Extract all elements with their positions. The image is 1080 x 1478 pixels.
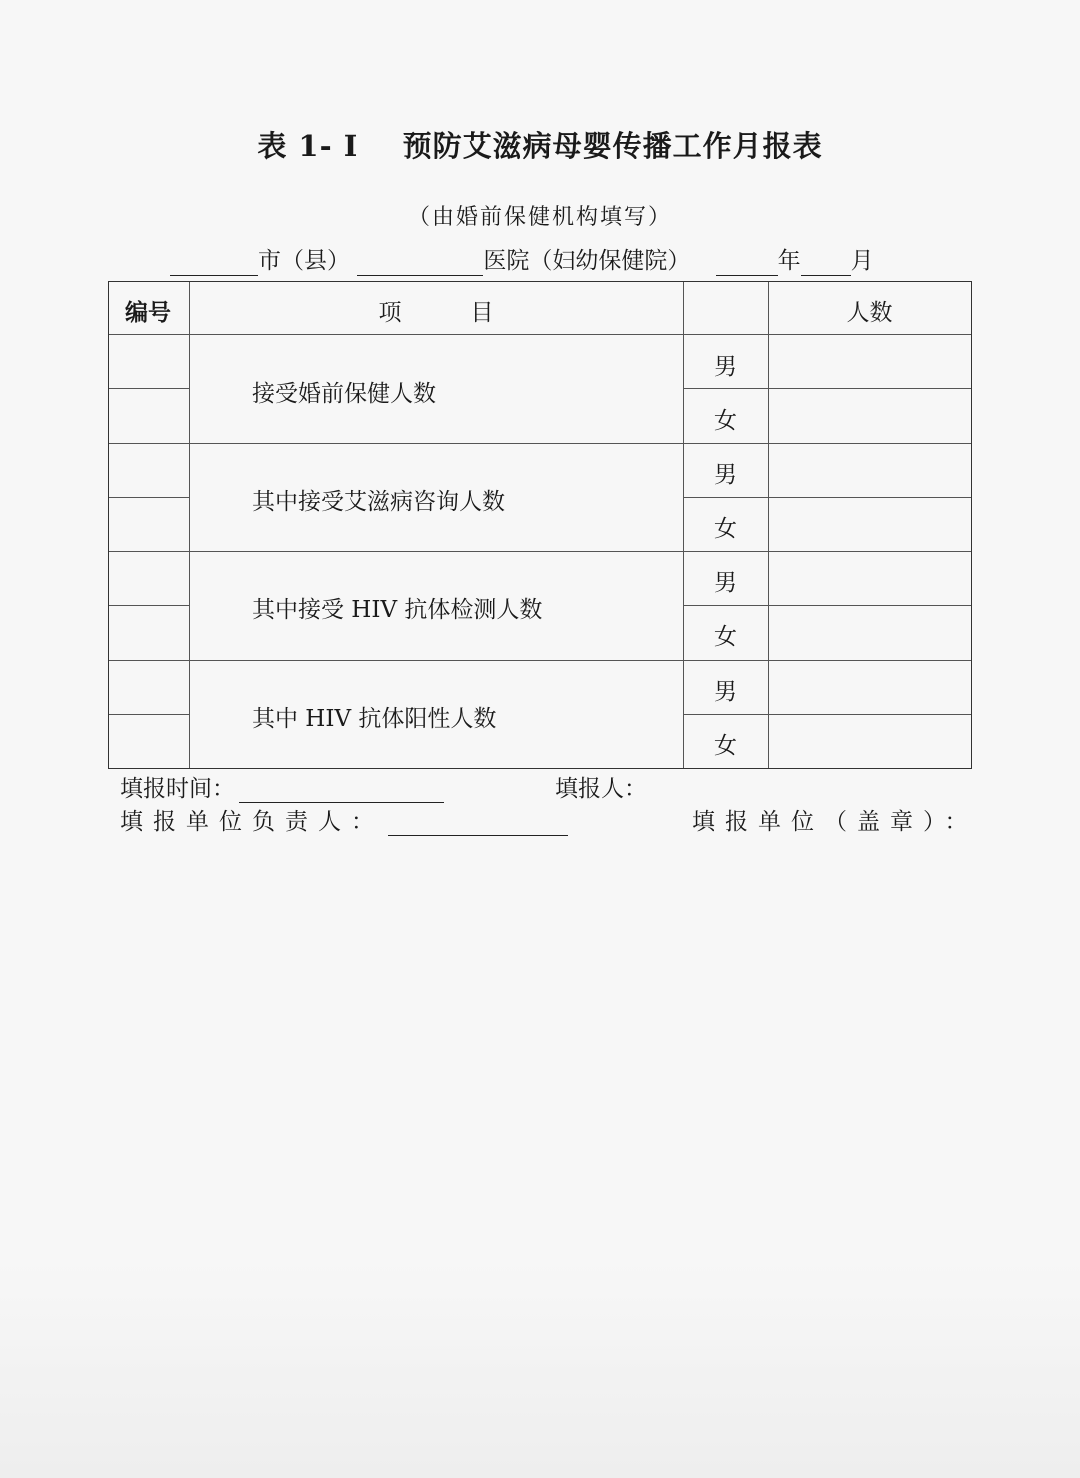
row-sex-female: 女 <box>714 408 737 434</box>
row-sex-male: 男 <box>714 679 737 705</box>
col-header-number: 编号 <box>125 299 171 326</box>
reporter-field <box>555 770 647 803</box>
unit-head-field <box>120 803 568 836</box>
row-item-label: 其中接受艾滋病咨询人数 <box>252 489 505 515</box>
page-subtitle: （由婚前保健机构填写） <box>407 205 672 230</box>
unit-head-label: 填报单位负责人： <box>120 809 384 835</box>
city-blank[interactable] <box>170 253 258 276</box>
month-label: 月 <box>850 248 874 274</box>
year-label: 年 <box>777 248 801 274</box>
city-label: 市（县） <box>258 248 350 274</box>
report-time-blank[interactable] <box>239 780 444 803</box>
row-item-label: 其中 HIV 抗体阳性人数 <box>252 706 497 732</box>
row-divider <box>109 551 971 552</box>
unit-seal-label: 填报单位（盖章）： <box>692 809 978 835</box>
row-divider <box>683 605 971 606</box>
row-sex-female: 女 <box>714 516 737 542</box>
report-time-label: 填报时间： <box>120 776 235 802</box>
month-blank[interactable] <box>801 253 851 276</box>
row-divider <box>109 443 971 444</box>
row-divider <box>109 388 189 389</box>
row-divider <box>109 605 189 606</box>
row-sex-female: 女 <box>714 733 737 759</box>
row-divider <box>109 334 971 335</box>
hospital-label: 医院（妇幼保健院） <box>483 248 691 274</box>
col-divider <box>768 282 769 768</box>
row-divider <box>683 714 971 715</box>
row-item-label: 接受婚前保健人数 <box>252 381 436 407</box>
unit-seal-field <box>692 803 978 836</box>
row-divider <box>109 497 189 498</box>
unit-head-blank[interactable] <box>388 813 568 836</box>
report-table <box>108 281 972 769</box>
col-header-item: 项 目 <box>378 300 494 326</box>
row-divider <box>683 497 971 498</box>
row-divider <box>109 660 971 661</box>
row-divider <box>109 714 189 715</box>
reporter-label: 填报人： <box>555 776 647 802</box>
page-title: 表 1- Ⅰ 预防艾滋病母婴传播工作月报表 <box>257 129 823 163</box>
row-sex-female: 女 <box>714 624 737 650</box>
col-divider <box>189 282 190 768</box>
report-header-line <box>170 246 874 276</box>
hospital-blank[interactable] <box>357 253 483 276</box>
row-divider <box>683 388 971 389</box>
row-sex-male: 男 <box>714 462 737 488</box>
row-sex-male: 男 <box>714 570 737 596</box>
report-time-field <box>120 770 444 803</box>
col-header-count: 人数 <box>846 300 893 326</box>
row-item-label: 其中接受 HIV 抗体检测人数 <box>252 597 543 623</box>
row-sex-male: 男 <box>714 354 737 380</box>
year-blank[interactable] <box>716 253 778 276</box>
